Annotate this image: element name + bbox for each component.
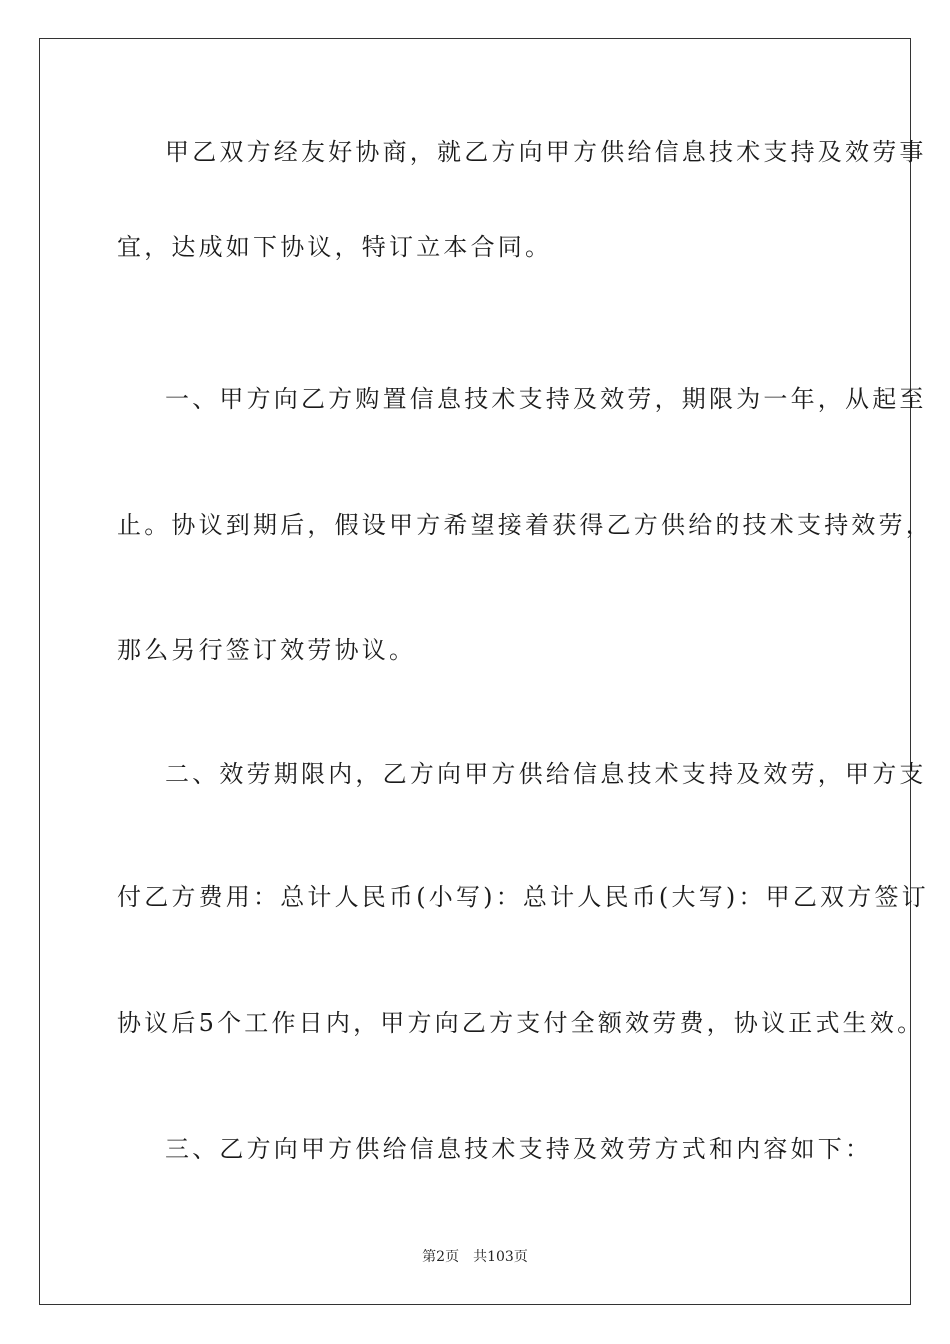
paragraph-4-line-1: 三、乙方向甲方供给信息技术支持及效劳方式和内容如下： xyxy=(165,1135,873,1163)
paragraph-3-line-3: 协议后5个工作日内，甲方向乙方支付全额效劳费，协议正式生效。 xyxy=(117,1009,925,1037)
paragraph-2-line-2: 止。协议到期后，假设甲方希望接着获得乙方供给的技术支持效劳， xyxy=(117,511,933,539)
paragraph-2-line-3: 那么另行签订效劳协议。 xyxy=(117,636,417,664)
paragraph-3-line-2: 付乙方费用：总计人民币(小写)：总计人民币(大写)：甲乙双方签订 xyxy=(117,883,929,911)
paragraph-1-line-1: 甲乙双方经友好协商，就乙方向甲方供给信息技术支持及效劳事 xyxy=(165,138,927,166)
paragraph-2-line-1: 一、甲方向乙方购置信息技术支持及效劳，期限为一年，从起至 xyxy=(165,385,927,413)
paragraph-1-line-2: 宜，达成如下协议，特订立本合同。 xyxy=(117,233,553,261)
page-total: 共103页 xyxy=(473,1249,528,1265)
page-footer xyxy=(0,1248,950,1266)
page-border xyxy=(39,38,933,1305)
paragraph-3-line-1: 二、效劳期限内，乙方向甲方供给信息技术支持及效劳，甲方支 xyxy=(165,760,927,788)
page-number: 第2页 xyxy=(422,1249,460,1265)
